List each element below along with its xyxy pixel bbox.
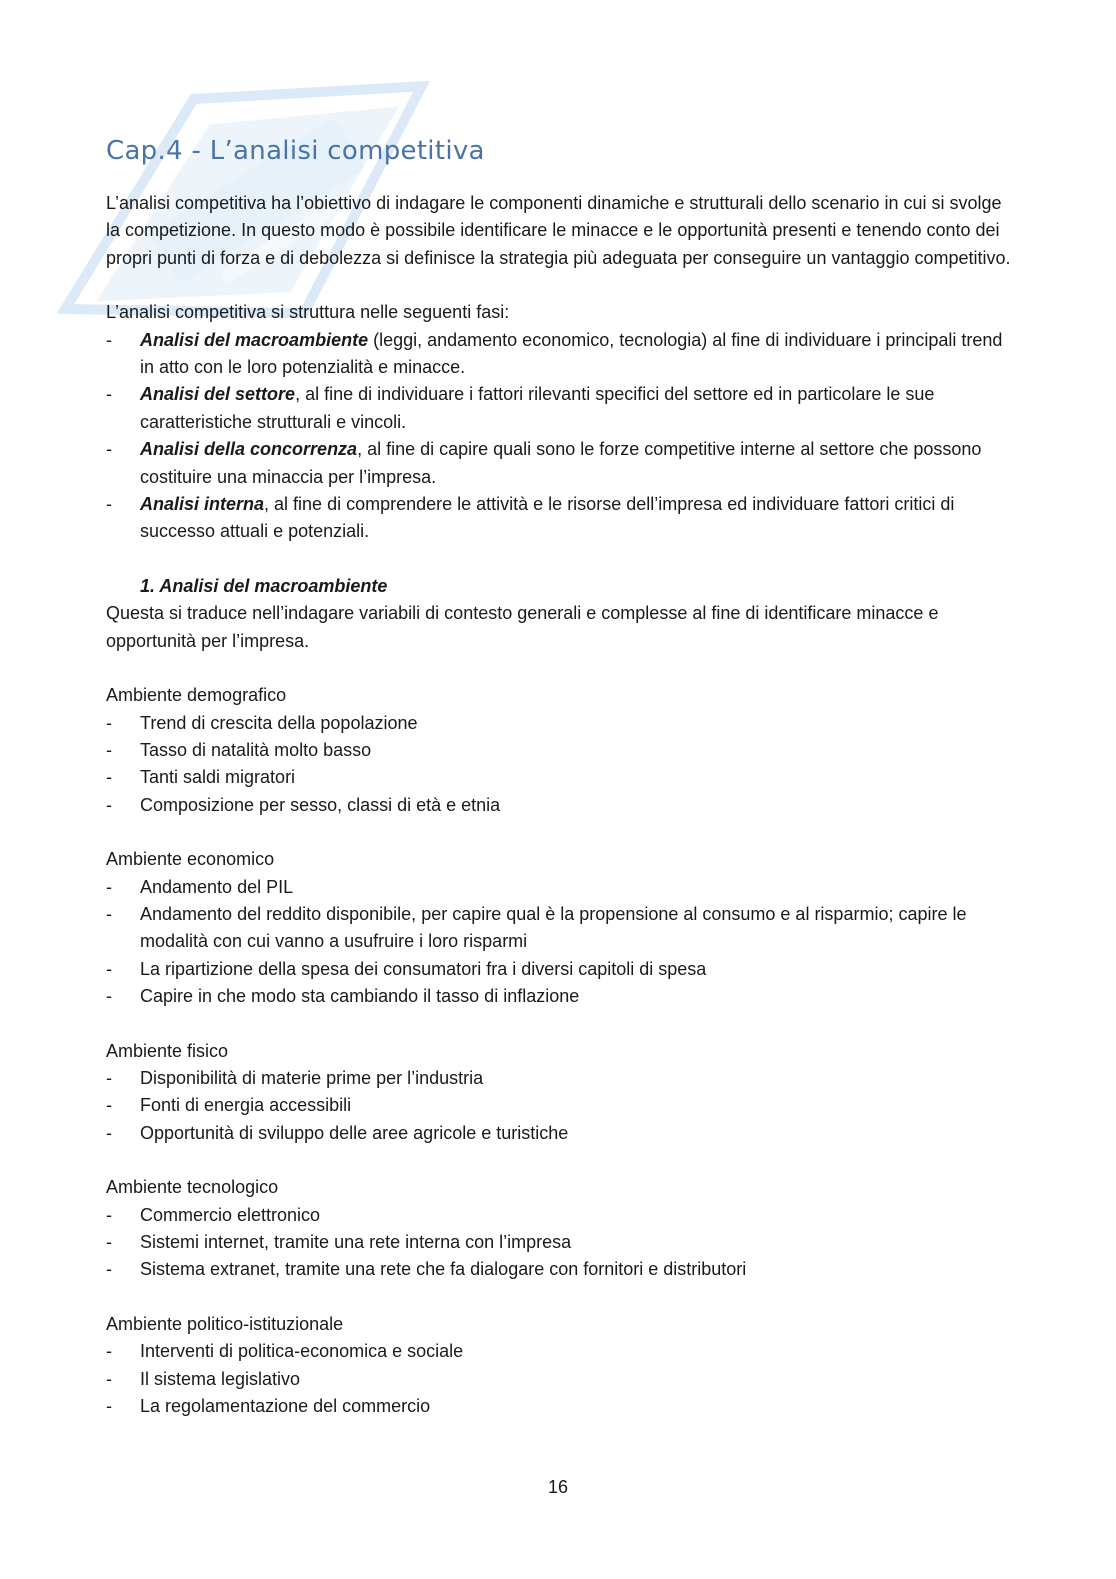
group-title: Ambiente demografico bbox=[106, 685, 287, 706]
group-demografico bbox=[106, 682, 1011, 819]
list-item: - Sistemi internet, tramite una rete interna con l’impresa bbox=[106, 1229, 1011, 1256]
list-item: - Tanti saldi migratori bbox=[106, 764, 1011, 791]
group-title: Ambiente economico bbox=[106, 849, 275, 870]
group-title: Ambiente politico-istituzionale bbox=[106, 1313, 344, 1334]
phase-item bbox=[106, 381, 1011, 436]
phase-description: (leggi, andamento economico, tecnologia) al fine di individuare i principali trend in atto con le loro potenzialità e minacce. bbox=[140, 329, 1003, 378]
phase-item bbox=[106, 327, 1011, 382]
list-item: - Tasso di natalità molto basso bbox=[106, 737, 1011, 764]
list-item: - La ripartizione della spesa dei consumatori fra i diversi capitoli di spesa bbox=[106, 956, 1011, 983]
section-text: Questa si traduce nell’indagare variabili di contesto generali e complesse al fine di identificare minacce e opportunità per l’impresa. bbox=[106, 603, 939, 651]
list-item: - La regolamentazione del commercio bbox=[106, 1393, 1011, 1420]
section-heading: 1. Analisi del macroambiente bbox=[140, 575, 388, 596]
page-number: 16 bbox=[547, 1477, 569, 1497]
list-item: - Andamento del PIL bbox=[106, 874, 1011, 901]
list-item: - Fonti di energia accessibili bbox=[106, 1092, 1011, 1119]
list-item: - Composizione per sesso, classi di età e etnia bbox=[106, 792, 1011, 819]
list-item: - Trend di crescita della popolazione bbox=[106, 710, 1011, 737]
phase-term: Analisi interna bbox=[140, 494, 265, 515]
group-list bbox=[106, 710, 1011, 820]
group-list bbox=[106, 874, 1011, 1011]
phase-description: , al fine di individuare i fattori rilevanti specifici del settore ed in particolare le sue caratteristiche strutturali e vincoli. bbox=[140, 384, 935, 432]
group-tecnologico bbox=[106, 1174, 1011, 1284]
list-item: - Disponibilità di materie prime per l’industria bbox=[106, 1065, 1011, 1092]
group-fisico bbox=[106, 1038, 1011, 1148]
phase-term: Analisi del settore bbox=[140, 384, 296, 405]
phases-block bbox=[106, 299, 1011, 546]
list-item: - Commercio elettronico bbox=[106, 1202, 1011, 1229]
section-macroambiente bbox=[106, 573, 1011, 655]
list-item: - Capire in che modo sta cambiando il tasso di inflazione bbox=[106, 983, 1011, 1010]
group-title: Ambiente tecnologico bbox=[106, 1177, 279, 1198]
intro-paragraph: L’analisi competitiva ha l’obiettivo di indagare le componenti dinamiche e strutturali dello scenario in cui si svolge la competizione. In questo modo è possibile identificare le minacce e le opportunità presenti e tenendo conto dei propri punti di forza e di debolezza si definisce la strategia più adeguata per conseguire un vantaggio competitivo. bbox=[106, 193, 1011, 268]
phase-description: , al fine di capire quali sono le forze competitive interne al settore che possono costituire una minaccia per l’impresa. bbox=[140, 439, 982, 487]
phases-intro: L’analisi competitiva si struttura nelle seguenti fasi: bbox=[106, 302, 510, 323]
document-page bbox=[106, 128, 1011, 1420]
group-politico bbox=[106, 1311, 1011, 1421]
list-item: - Opportunità di sviluppo delle aree agricole e turistiche bbox=[106, 1120, 1011, 1147]
phase-term: Analisi del macroambiente bbox=[140, 329, 369, 350]
group-list bbox=[106, 1065, 1011, 1147]
group-title: Ambiente fisico bbox=[106, 1040, 229, 1061]
phase-description: , al fine di comprendere le attività e le risorse dell’impresa ed individuare fattori critici di successo attuali e potenziali. bbox=[140, 494, 955, 542]
list-item: - Interventi di politica-economica e sociale bbox=[106, 1338, 1011, 1365]
group-list bbox=[106, 1202, 1011, 1284]
list-item: - Il sistema legislativo bbox=[106, 1366, 1011, 1393]
phase-item bbox=[106, 491, 1011, 546]
group-list bbox=[106, 1338, 1011, 1420]
list-item: - Sistema extranet, tramite una rete che fa dialogare con fornitori e distributori bbox=[106, 1256, 1011, 1283]
phases-list bbox=[106, 327, 1011, 546]
phase-term: Analisi della concorrenza bbox=[140, 439, 358, 460]
group-economico bbox=[106, 846, 1011, 1010]
phase-item bbox=[106, 436, 1011, 491]
chapter-title: Cap.4 - L’analisi competitiva bbox=[106, 136, 485, 166]
list-item: - Andamento del reddito disponibile, per capire qual è la propensione al consumo e al risparmio; capire le modalità con cui vanno a usufruire i loro risparmi bbox=[106, 901, 1011, 956]
